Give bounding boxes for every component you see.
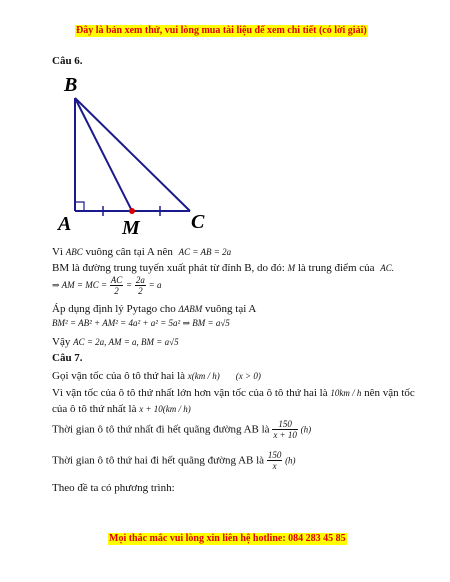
q7-line-4: Thời gian ô tô thứ nhất đi hết quãng đường AB là $\frac{150}{x + 10}$ (h)	[52, 419, 312, 440]
q6-line-4: Áp dụng định lý Pytago cho ΔABM vuông tại A	[52, 303, 257, 315]
label-m: M	[122, 217, 140, 239]
side-bc	[75, 98, 190, 211]
q6-line-6: Vậy AC = 2a, AM = a, BM = a√5	[52, 336, 179, 348]
label-c: C	[191, 211, 205, 233]
q7-line-3: của ô tô thứ nhất là x + 10(km / h)	[52, 403, 191, 415]
q7-line-6: Theo đề ta có phương trình:	[52, 482, 175, 494]
q6-line-3: ⇒ AM = MC = $\frac{AC}{2}$ = $\frac{2a}{2}$ = a	[52, 275, 162, 296]
q7-line-1: Gọi vận tốc của ô tô thứ hai là x(km / h) (x > 0)	[52, 370, 261, 382]
label-a: A	[58, 213, 72, 235]
label-b: B	[64, 74, 78, 96]
q6-line-5: BM² = AB² + AM² = 4a² + a² = 5a² ⇒ BM = a√5	[52, 318, 230, 328]
point-m	[129, 208, 135, 214]
footer-banner: Mọi thắc mắc vui lòng xin liên hệ hotline: 084 283 45 85	[109, 533, 346, 544]
header-banner: Đây là bản xem thử, vui lòng mua tài liệu để xem chi tiết (có lời giải)	[76, 25, 367, 36]
q7-line-5: Thời gian ô tô thứ hai đi hết quãng đường AB là $\frac{150}{x}$ (h)	[52, 450, 296, 471]
right-angle-marker	[75, 202, 84, 211]
median-bm	[75, 98, 132, 211]
q7-line-2: Vì vận tốc của ô tô thứ nhất lớn hơn vận tốc của ô tô thứ hai là 10km / h nên vận tốc	[52, 387, 415, 399]
q6-line-1: Vì ABC vuông cân tại A nên AC = AB = 2a	[52, 246, 232, 258]
q6-line-2: BM là đường trung tuyến xuất phát từ đỉnh B, do đó: M là trung điểm của AC.	[52, 262, 395, 274]
question-7-heading: Câu 7.	[52, 352, 83, 364]
triangle-figure	[50, 68, 220, 243]
question-6-heading: Câu 6.	[52, 55, 83, 67]
